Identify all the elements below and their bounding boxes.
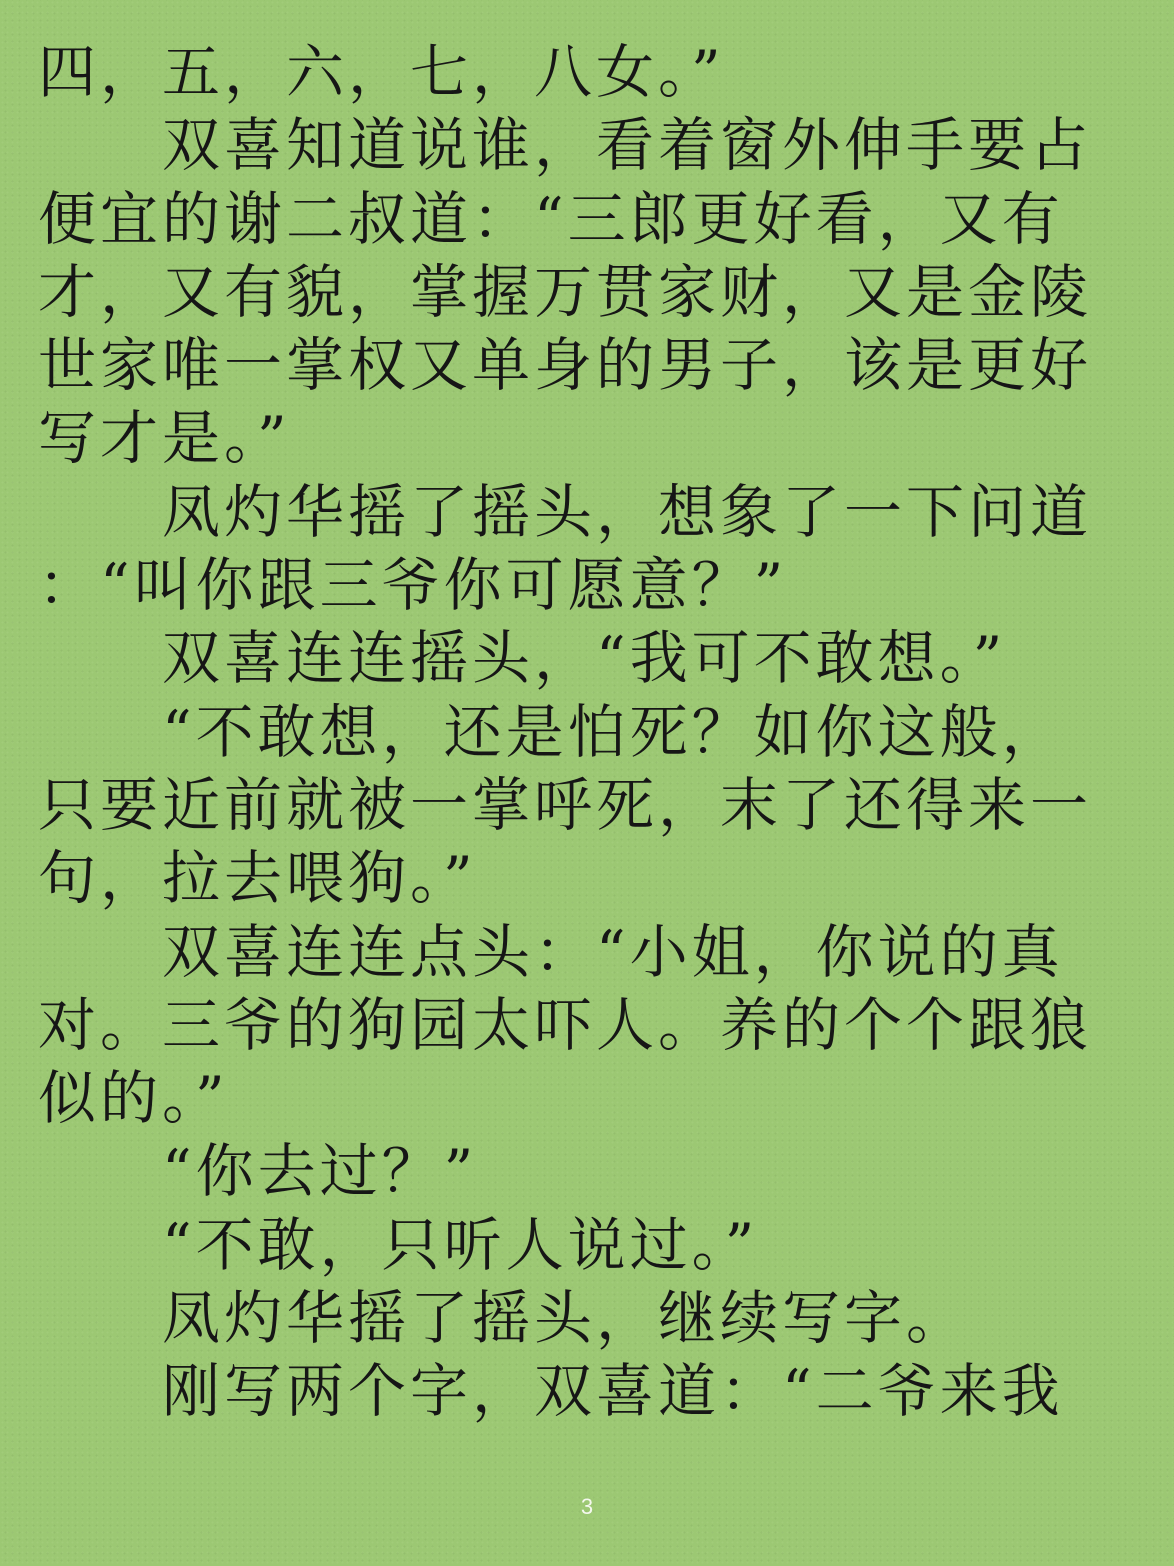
text-line: 才，又有貌，掌握万贯家财，又是金陵 — [38, 257, 1093, 326]
text-line: 双喜连连摇头，“我可不敢想。” — [38, 624, 1007, 693]
text-line: ：“叫你跟三爷你可愿意？” — [38, 551, 788, 620]
text-column — [38, 36, 1138, 1429]
text-line: 凤灼华摇了摇头，想象了一下问道 — [38, 477, 1093, 546]
text-line: 双喜知道说谁，看着窗外伸手要占 — [38, 111, 1093, 180]
text-line: 只要近前就被一掌呼死，末了还得来一 — [38, 770, 1093, 839]
page-number: 3 — [580, 1494, 594, 1519]
text-line: 双喜连连点头：“小姐，你说的真 — [38, 917, 1064, 986]
text-line: 句，拉去喂狗。” — [38, 844, 477, 913]
text-line: 写才是。” — [38, 404, 291, 473]
text-line: “不敢想，还是怕死？如你这般， — [38, 697, 1064, 766]
text-line: 对。三爷的狗园太吓人。养的个个跟狼 — [38, 990, 1093, 1059]
text-line: 刚写两个字，双喜道：“二爷来我 — [38, 1357, 1064, 1426]
text-line: “不敢，只听人说过。” — [38, 1210, 759, 1279]
text-line: 便宜的谢二叔道：“三郎更好看，又有 — [38, 184, 1064, 253]
text-line: 凤灼华摇了摇头，继续写字。 — [38, 1284, 969, 1353]
text-line: 四，五，六，七，八女。” — [38, 38, 725, 106]
text-line: 世家唯一掌权又单身的男子，该是更好 — [38, 331, 1093, 400]
text-line: “你去过？” — [38, 1137, 478, 1206]
text-line: 似的。” — [38, 1064, 229, 1133]
